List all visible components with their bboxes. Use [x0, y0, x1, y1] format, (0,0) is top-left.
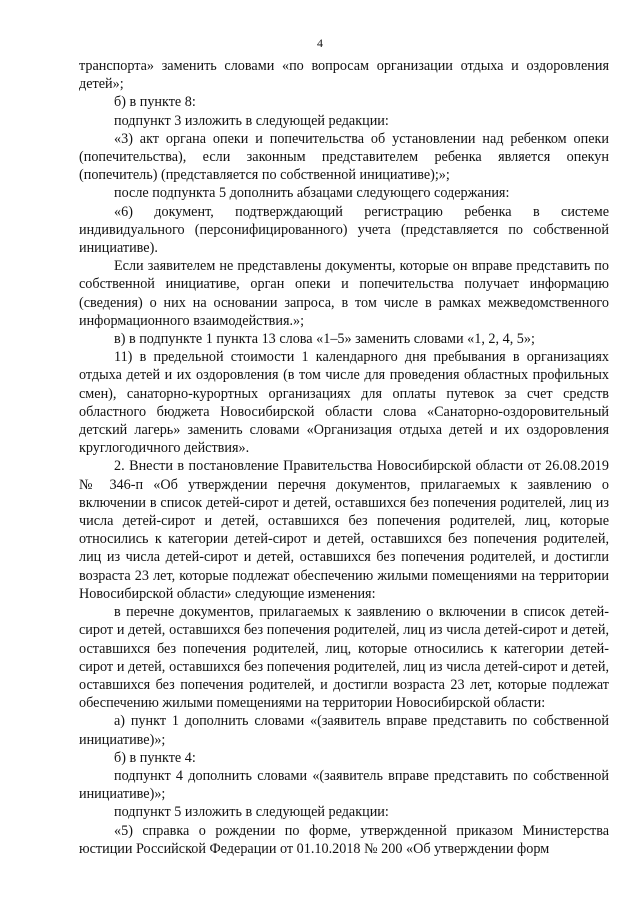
paragraph-1: транспорта» заменить словами «по вопросам организации отдыха и оздоровления детей»; — [79, 58, 609, 93]
paragraph-4: «3) акт органа опеки и попечительства об установлении над ребенком опеки (попечительства), если законным представителем ребенка является опекун (попечитель) (представляется по собственной инициативе);»; — [79, 130, 609, 184]
paragraph-11: в перечне документов, прилагаемых к заявлению о включении в список детей-сирот и детей, оставшихся без попечения родителей, лиц из числа детей-сирот и детей, оставшихся без попечения родителей, лиц, которые относились к категории детей-сирот и детей, оставшихся без попечения родителей, лиц из числа детей-сирот и детей, оставшихся без попечения родителей, и достигли возраста 23 лет, которые подлежат обеспечению жилыми помещениями на территории Новосибирской области: — [79, 604, 609, 712]
paragraph-5: после подпункта 5 дополнить абзацами следующего содержания: — [114, 185, 510, 202]
paragraph-3: подпункт 3 изложить в следующей редакции: — [114, 112, 389, 129]
paragraph-16: «5) справка о рождении по форме, утвержденной приказом Министерства юстиции Российской Федерации от 01.10.2018 № 200 «Об утверждении форм — [79, 822, 609, 857]
paragraph-12: а) пункт 1 дополнить словами «(заявитель вправе представить по собственной инициативе)»; — [79, 713, 609, 748]
document-body — [79, 57, 609, 858]
paragraph-10: 2. Внести в постановление Правительства Новосибирской области от 26.08.2019 № 346-п «Об утверждении перечня документов, прилагаемых к заявлению о включении в список детей-сирот и детей, оставшихся без попечения родителей, лиц из числа детей-сирот и детей, оставшихся без попечения родителей, лиц, которые относились к категории детей-сирот и детей, оставшихся без попечения родителей, лиц из числа детей-сирот и детей, оставшихся без попечения родителей, и достигли возраста 23 лет, которые подлежат обеспечению жилыми помещениями на территории Новосибирской области» следующие изменения: — [79, 458, 609, 602]
paragraph-2: б) в пункте 8: — [114, 94, 196, 111]
paragraph-14: подпункт 4 дополнить словами «(заявитель вправе представить по собственной инициативе)»; — [79, 767, 609, 803]
paragraph-15: подпункт 5 изложить в следующей редакции: — [114, 804, 389, 821]
page-number: 4 — [317, 36, 323, 50]
paragraph-13: б) в пункте 4: — [114, 749, 196, 766]
paragraph-6: «6) документ, подтверждающий регистрацию ребенка в системе индивидуального (персонифицированного) учета (представляется по собственной инициативе). — [79, 203, 609, 257]
paragraph-7: Если заявителем не представлены документы, которые он вправе представить по собственной инициативе, орган опеки и попечительства получает информацию (сведения) о них на основании запроса, в том числе в рамках межведомственного информационного взаимодействия.»; — [79, 258, 609, 329]
paragraph-9: 11) в предельной стоимости 1 календарного дня пребывания в организациях отдыха детей и их оздоровления (в том числе для проведения областных профильных смен), санаторно-курортных организациях для оплаты путевок за счет средств областного бюджета Новосибирской области слова «Санаторно-оздоровительный детский лагерь» заменить словами «Организация отдыха детей и их оздоровления круглогодичного действия». — [79, 349, 609, 457]
paragraph-8: в) в подпункте 1 пункта 13 слова «1–5» заменить словами «1, 2, 4, 5»; — [114, 331, 535, 348]
